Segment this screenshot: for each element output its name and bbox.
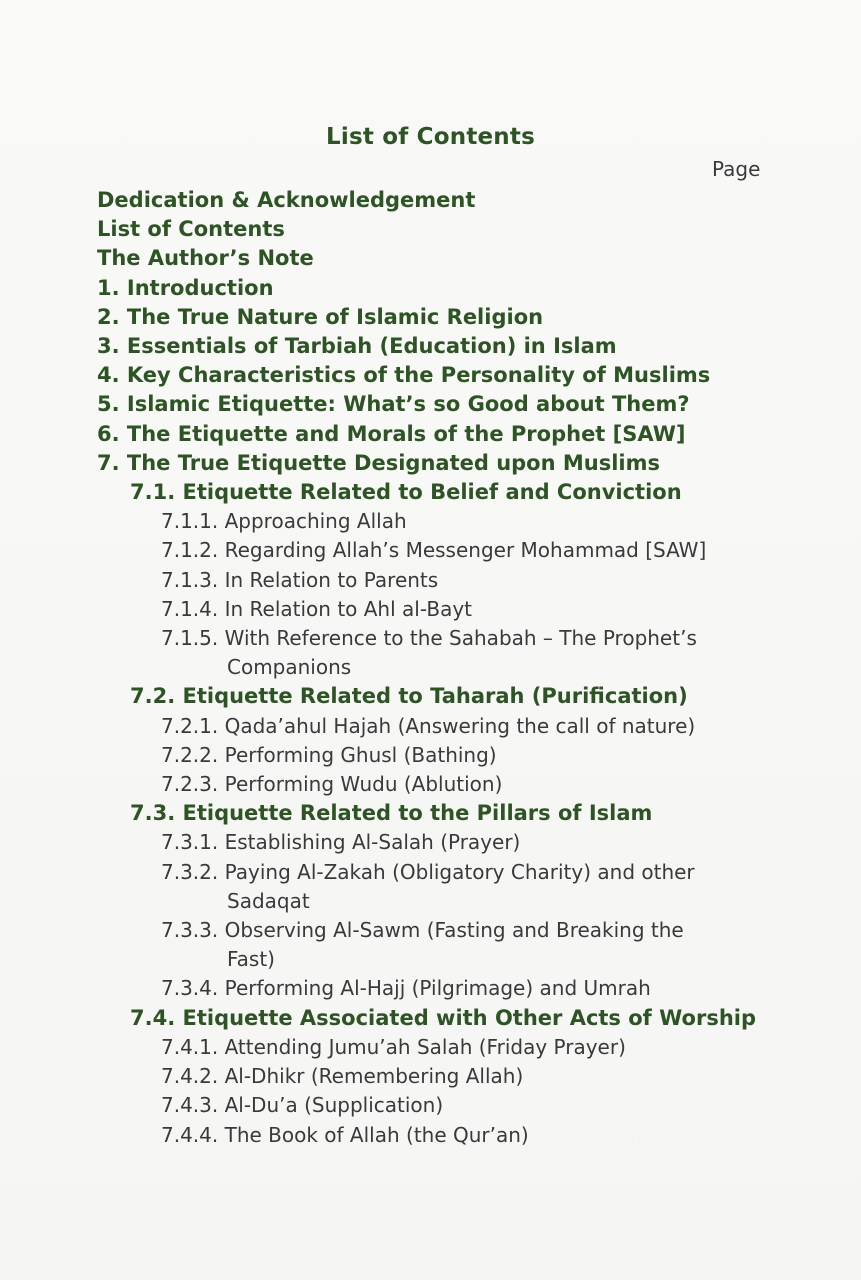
toc-entry-text: 6. The Etiquette and Morals of the Prophet [SAW] — [97, 421, 686, 446]
toc-entry-continuation: Sadaqat — [227, 888, 310, 913]
toc-subsection-entry — [97, 1033, 797, 1062]
toc-section-entry — [97, 682, 797, 711]
toc-entry-text: 7. The True Etiquette Designated upon Muslims — [97, 450, 660, 475]
toc-entry-text: The Author’s Note — [97, 246, 314, 271]
toc-entry-text: 7.3.2. Paying Al-Zakah (Obligatory Charity) and other — [161, 859, 695, 884]
toc-entry-text: 7.1.3. In Relation to Parents — [161, 567, 439, 592]
toc-chapter-entry — [97, 420, 797, 449]
toc-subsection-entry — [97, 595, 797, 624]
toc-entry-text: 4. Key Characteristics of the Personality of Muslims — [97, 363, 711, 388]
toc-entry-text: 7.2.2. Performing Ghusl (Bathing) — [161, 742, 497, 767]
toc-entry-text: 2. The True Nature of Islamic Religion — [97, 304, 544, 329]
toc-entry-text: 7.2.3. Performing Wudu (Ablution) — [161, 772, 503, 797]
toc-subsection-entry — [97, 974, 797, 1003]
toc-entry-continuation: Fast) — [227, 947, 275, 972]
toc-entry-text: List of Contents — [97, 217, 285, 242]
toc-chapter-entry — [97, 274, 797, 303]
toc-subsection-entry — [97, 858, 797, 916]
toc-entry-text: 7.1.5. With Reference to the Sahabah – The Prophet’s — [161, 626, 697, 651]
toc-entry-text: 7.3.3. Observing Al-Sawm (Fasting and Breaking the — [161, 918, 684, 943]
toc-entry-continuation: Companions — [227, 655, 352, 680]
toc-subsection-entry — [97, 770, 797, 799]
toc-entry-text: 7.4.3. Al-Du’a (Supplication) — [161, 1093, 444, 1118]
toc-entry-text: 7.3.1. Establishing Al-Salah (Prayer) — [161, 830, 521, 855]
toc-entry-text: 7.1.1. Approaching Allah — [161, 509, 407, 534]
toc-subsection-entry — [97, 916, 797, 974]
toc-entry-text: Dedication & Acknowledgement — [97, 188, 476, 212]
toc-chapter-entry — [97, 186, 797, 215]
toc-chapter-entry — [97, 449, 797, 478]
toc-entry-text: 7.3. Etiquette Related to the Pillars of Islam — [130, 801, 653, 826]
toc-subsection-entry — [97, 566, 797, 595]
toc-entry-text: 5. Islamic Etiquette: What’s so Good about Them? — [97, 392, 690, 417]
toc-chapter-entry — [97, 361, 797, 390]
toc-entry-text: 7.2. Etiquette Related to Taharah (Purification) — [130, 684, 688, 709]
page-title: List of Contents — [326, 124, 535, 150]
toc-subsection-entry — [97, 712, 797, 741]
toc-entry-text: 3. Essentials of Tarbiah (Education) in Islam — [97, 334, 617, 359]
toc-entry-text: 7.1.2. Regarding Allah’s Messenger Mohammad [SAW] — [161, 538, 707, 563]
toc-chapter-entry — [97, 215, 797, 244]
toc-chapter-entry — [97, 332, 797, 361]
toc-subsection-entry — [97, 536, 797, 565]
toc-subsection-entry — [97, 828, 797, 857]
toc-section-entry — [97, 799, 797, 828]
toc-entry-text: 7.4.2. Al-Dhikr (Remembering Allah) — [161, 1064, 524, 1089]
toc-entry-text: 7.4.1. Attending Jumu’ah Salah (Friday Prayer) — [161, 1034, 626, 1059]
toc-entry-text: 7.4.4. The Book of Allah (the Qur’an) — [161, 1122, 529, 1147]
toc-section-entry — [97, 478, 797, 507]
toc-section-entry — [97, 1004, 797, 1033]
toc-subsection-entry — [97, 1062, 797, 1091]
toc-chapter-entry — [97, 244, 797, 273]
toc-entry-text: 7.1.4. In Relation to Ahl al-Bayt — [161, 596, 472, 621]
toc-subsection-entry — [97, 1121, 797, 1150]
toc-entry-text: 7.1. Etiquette Related to Belief and Conviction — [130, 480, 682, 505]
toc-subsection-entry — [97, 741, 797, 770]
toc-entry-text: 7.3.4. Performing Al-Hajj (Pilgrimage) and Umrah — [161, 976, 651, 1001]
toc-entry-text: 1. Introduction — [97, 275, 274, 300]
toc-subsection-entry — [97, 1091, 797, 1120]
toc-chapter-entry — [97, 303, 797, 332]
toc-chapter-entry — [97, 390, 797, 419]
table-of-contents — [97, 186, 797, 1150]
toc-entry-text: 7.4. Etiquette Associated with Other Acts of Worship — [130, 1005, 757, 1030]
page-column-label: Page — [712, 157, 761, 181]
toc-subsection-entry — [97, 624, 797, 682]
toc-subsection-entry — [97, 507, 797, 536]
toc-entry-text: 7.2.1. Qada’ahul Hajah (Answering the call of nature) — [161, 713, 696, 738]
